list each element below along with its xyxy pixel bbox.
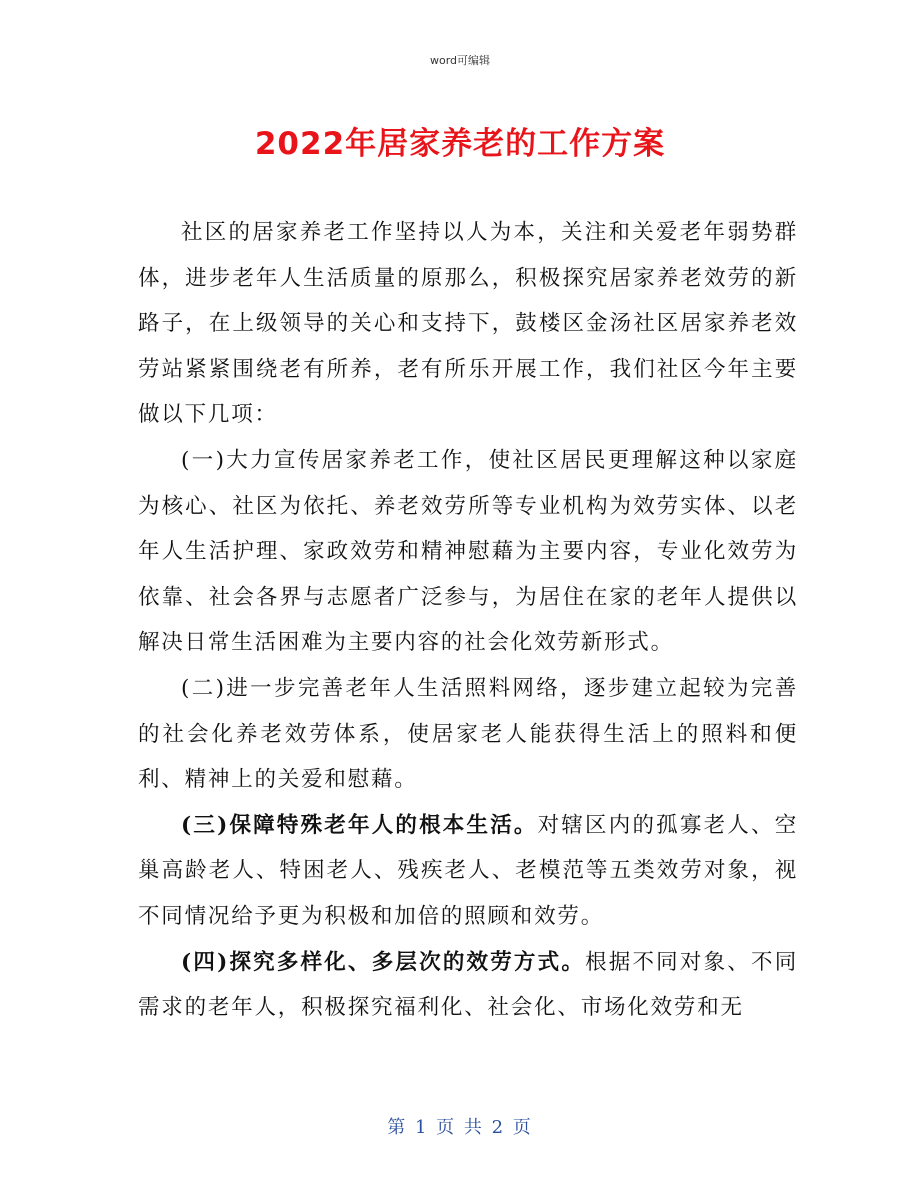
item-3-heading: (三)保障特殊老年人的根本生活。 [181, 812, 538, 838]
page-header: word可编辑 [429, 54, 491, 67]
item-4-heading: (四)探究多样化、多层次的效劳方式。 [181, 949, 586, 975]
document-body [138, 210, 798, 1031]
page-footer: 第 1 页 共 2 页 [387, 1117, 533, 1138]
paragraph-intro: 社区的居家养老工作坚持以人为本，关注和关爱老年弱势群体，进步老年人生活质量的原那么，积极探究居家养老效劳的新路子，在上级领导的关心和支持下，鼓楼区金汤社区居家养老效劳站紧紧围绕老有所养，老有所乐开展工作，我们社区今年主要做以下几项： [138, 220, 798, 428]
document-title: 2022年居家养老的工作方案 [254, 126, 666, 162]
item-3-text: 对辖区内的孤寡老人、空巢高龄老人、特困老人、残疾老人、老模范等五类效劳对象，视不同情况给予更为积极和加倍的照顾和效劳。 [138, 812, 798, 929]
item-4-text: 根据不同对象、不同需求的老年人，积极探究福利化、社会化、市场化效劳和无 [138, 949, 799, 1021]
paragraph-item-3 [138, 803, 798, 940]
paragraph-item-4 [138, 940, 798, 1031]
paragraph-item-1: (一)大力宣传居家养老工作，使社区居民更理解这种以家庭为核心、社区为依托、养老效劳所等专业机构为效劳实体、以老年人生活护理、家政效劳和精神慰藉为主要内容，专业化效劳为依靠、社会各界与志愿者广泛参与，为居住在家的老年人提供以解决日常生活困难为主要内容的社会化效劳新形式。 [138, 447, 798, 656]
paragraph-item-2: (二)进一步完善老年人生活照料网络，逐步建立起较为完善的社会化养老效劳体系，使居家老人能获得生活上的照料和便利、精神上的关爱和慰藉。 [138, 675, 798, 793]
